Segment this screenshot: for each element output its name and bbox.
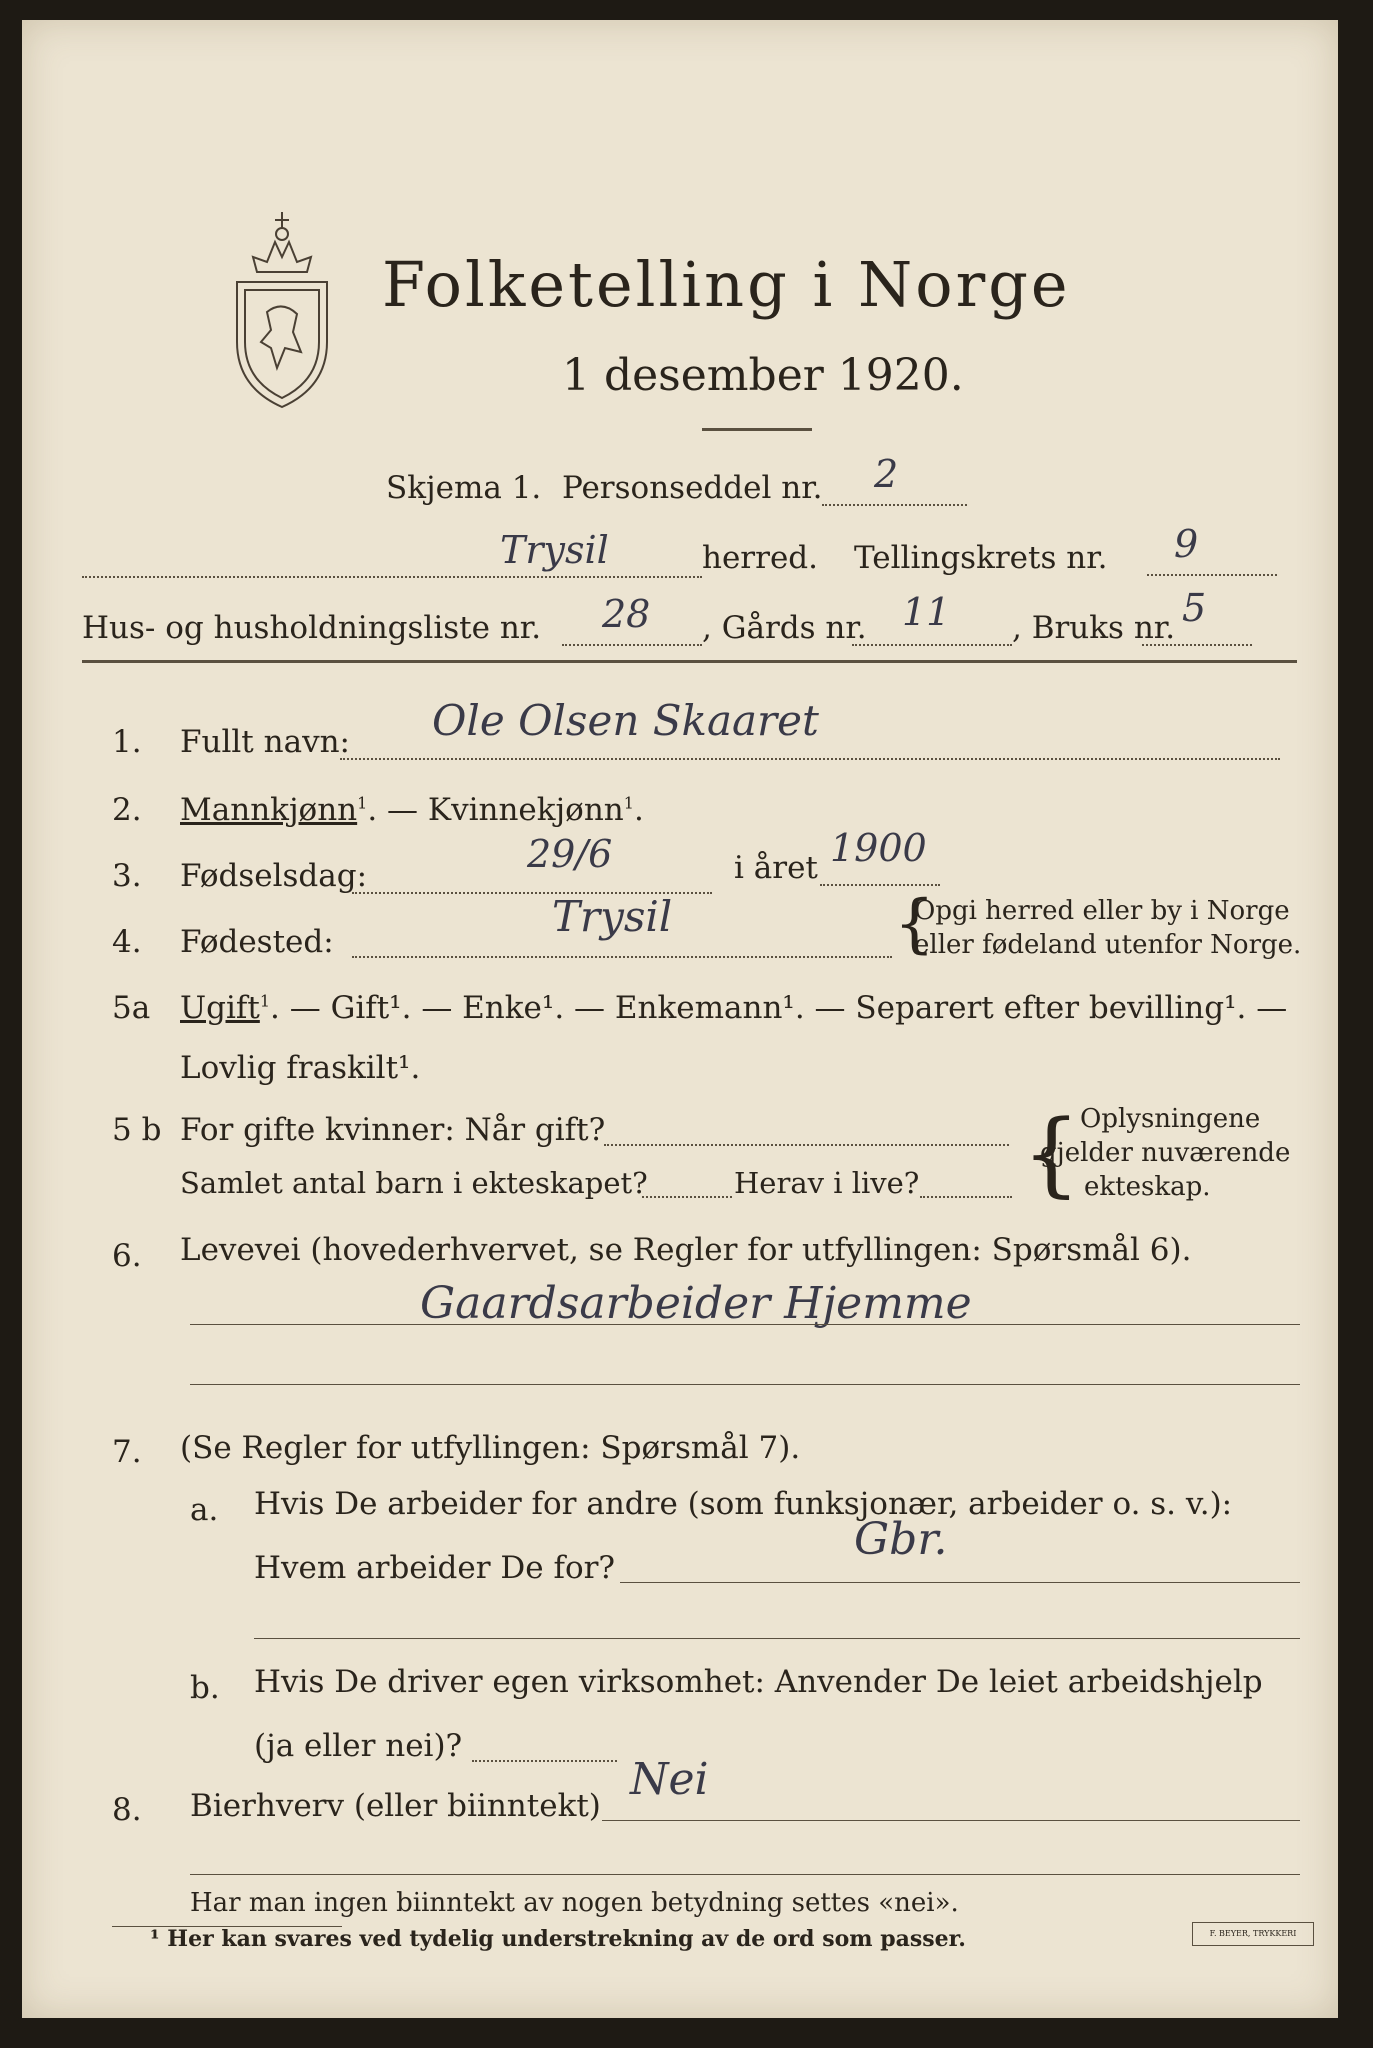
side-income-value: Nei [630,1754,709,1805]
census-date: 1 desember 1920. [562,350,964,401]
q4-label: Fødested: [180,924,334,960]
personseddel-field[interactable] [822,504,967,506]
personseddel-value: 2 [874,452,899,496]
employer-value: Gbr. [854,1514,948,1565]
census-form [22,20,1338,2018]
q5b-children-label: Samlet antal barn i ekteskapet? [180,1166,648,1200]
married-when-field[interactable] [604,1144,1009,1146]
q6-number: 6. [112,1238,142,1274]
occupation-line-2[interactable] [190,1384,1300,1385]
q5b-note-3: ekteskap. [1084,1172,1211,1202]
tellingskrets-field[interactable] [1147,574,1277,576]
marital-options: Ugift$^1$. — Gift¹. — Enke¹. — Enkemann¹. — Separert efter bevilling¹. — [180,990,1288,1026]
q5b-line1: For gifte kvinner: Når gift? [180,1112,606,1148]
birthplace-value: Trysil [552,892,673,941]
q5b-note-2: gjelder nuværende [1040,1138,1291,1168]
form-title: Folketelling i Norge [382,248,1071,321]
herred-value: Trysil [500,528,609,572]
footnote: ¹ Her kan svares ved tydelig understrekning av de ord som passer. [150,1926,966,1952]
marriage-brace: { [1022,1100,1081,1207]
alive-field[interactable] [920,1196,1012,1198]
husliste-field[interactable] [562,644,702,646]
tellingskrets-value: 9 [1174,522,1199,566]
title-divider [702,428,812,431]
bruks-value: 5 [1182,586,1207,630]
side-income-line-2[interactable] [190,1874,1300,1875]
year-label: i året [734,850,818,886]
q5a-number: 5a [112,990,151,1026]
gender-male-option[interactable]: Mannkjønn [180,792,358,828]
occupation-line-1[interactable] [190,1324,1300,1325]
q8-note: Har man ingen biinntekt av nogen betydning settes «nei». [190,1888,959,1918]
q3-label: Fødselsdag: [180,858,368,894]
printer-stamp: F. BEYER, TRYKKERI [1192,1922,1314,1946]
gards-field[interactable] [852,644,1012,646]
bruks-label: , Bruks nr. [1012,610,1176,646]
bruks-field[interactable] [1142,644,1252,646]
birthday-value: 29/6 [527,832,613,876]
q7a-line1: Hvis De arbeider for andre (som funksjonær, arbeider o. s. v.): [254,1486,1233,1522]
q5b-number: 5 b [112,1112,162,1148]
side-income-field[interactable] [602,1820,1300,1821]
q7b-letter: b. [190,1670,220,1706]
birth-year-value: 1900 [830,826,927,870]
q7-number: 7. [112,1434,142,1470]
gender-options: Mannkjønn$^1$. — Kvinnekjønn$^1$. [180,792,644,828]
hired-help-field[interactable] [472,1760,617,1762]
q7a-line2: Hvem arbeider De for? [254,1550,616,1586]
q7b-line1: Hvis De driver egen virksomhet: Anvender De leiet arbeidshjelp [254,1664,1263,1700]
marital-unmarried-option[interactable]: Ugift [180,990,260,1026]
gards-value: 11 [902,590,951,634]
birthplace-brace: { [894,887,935,961]
q6-label: Levevei (hovederhvervet, se Regler for utfyllingen: Spørsmål 6). [180,1232,1192,1268]
employer-field[interactable] [620,1582,1300,1583]
marital-divorced-option[interactable]: Lovlig fraskilt¹. [180,1050,421,1086]
q8-number: 8. [112,1792,142,1828]
q8-label: Bierhverv (eller biinntekt) [190,1788,601,1824]
header-divider [82,660,1297,663]
full-name-value: Ole Olsen Skaaret [432,696,819,745]
birthplace-field[interactable] [352,956,892,958]
birthplace-note-2: eller fødeland utenfor Norge. [914,930,1302,960]
q3-number: 3. [112,858,142,894]
tellingskrets-label: Tellingskrets nr. [854,540,1108,576]
herred-label: herred. [702,540,818,576]
q1-number: 1. [112,724,142,760]
skjema-label: Skjema 1. [386,470,542,506]
birth-year-field[interactable] [820,884,940,886]
q2-number: 2. [112,792,142,828]
gards-label: , Gårds nr. [702,610,867,646]
full-name-field[interactable] [340,758,1280,760]
birthplace-note-1: Opgi herred eller by i Norge [914,896,1290,926]
coat-of-arms-icon [227,202,337,417]
q5b-note-1: Oplysningene [1080,1104,1261,1134]
husliste-value: 28 [602,592,651,636]
q1-label: Fullt navn: [180,724,350,760]
q5b-alive-label: Herav i live? [734,1166,920,1200]
husliste-label: Hus- og husholdningsliste nr. [82,610,542,646]
children-field[interactable] [642,1196,732,1198]
q7a-letter: a. [190,1492,219,1528]
occupation-value: Gaardsarbeider Hjemme [420,1278,972,1329]
q4-number: 4. [112,924,142,960]
q7b-line2: (ja eller nei)? [254,1728,463,1764]
herred-field[interactable] [82,576,702,578]
personseddel-label: Personseddel nr. [562,470,823,506]
q7-label: (Se Regler for utfyllingen: Spørsmål 7). [180,1430,801,1466]
employer-line-2[interactable] [254,1638,1300,1639]
